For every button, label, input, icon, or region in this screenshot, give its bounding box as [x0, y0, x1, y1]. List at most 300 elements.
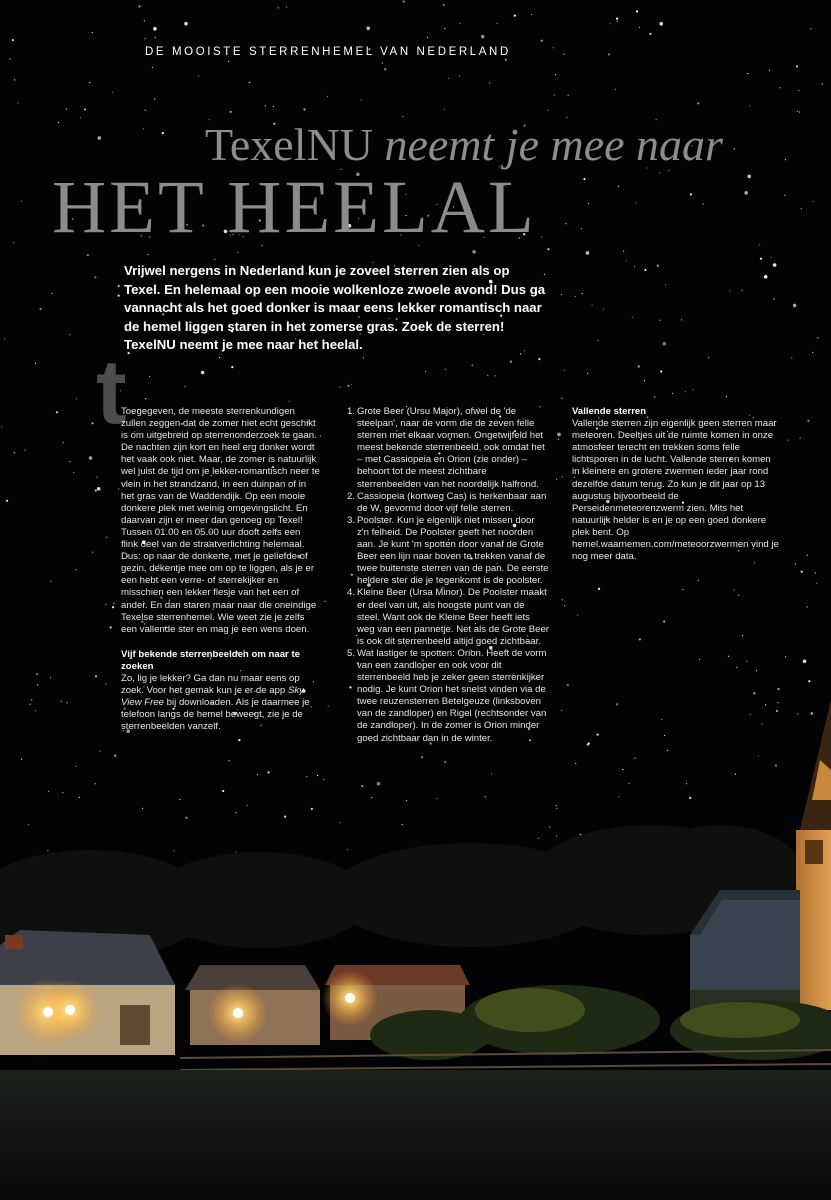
star	[98, 488, 99, 489]
star	[325, 601, 326, 602]
title-italic: neemt je mee naar	[384, 119, 723, 170]
star	[1, 426, 2, 427]
star	[436, 798, 437, 799]
star	[608, 53, 610, 55]
star	[807, 606, 808, 607]
star	[753, 692, 755, 694]
star	[773, 263, 777, 267]
star	[744, 191, 748, 195]
star	[36, 673, 38, 675]
star	[538, 358, 540, 360]
star	[21, 759, 22, 760]
star	[10, 58, 11, 59]
star	[780, 87, 781, 88]
star	[514, 15, 516, 17]
star	[105, 604, 106, 605]
star	[541, 236, 542, 237]
star	[491, 773, 492, 774]
star	[639, 27, 640, 28]
star	[37, 684, 38, 685]
star	[615, 89, 616, 90]
star	[425, 371, 426, 372]
star	[742, 635, 743, 636]
star	[758, 755, 759, 756]
star	[616, 703, 618, 705]
star	[257, 774, 258, 775]
star	[303, 108, 305, 110]
star	[664, 735, 665, 736]
star	[489, 82, 490, 83]
star	[693, 389, 694, 390]
list-item: 1. Grote Beer (Ursu Major), ofwel de 'de steelpan', naar de vorm die de zeven felle sterren met elkaar vormen. Ongetwijfeld het meest bekende sterrenbeeld, ook omdat het – met Cassiopeia en Orion (zie onder) – behoort tot de meest zichtbare sterrenbeelden van het noordelijk halfrond.	[347, 406, 545, 490]
star	[581, 228, 582, 229]
star	[382, 62, 383, 63]
star	[796, 65, 798, 67]
star	[588, 743, 590, 745]
grass-field	[0, 1070, 831, 1200]
page-title: HET HEELAL	[52, 166, 537, 249]
star	[817, 337, 818, 338]
star	[306, 776, 307, 777]
star	[62, 792, 63, 793]
star	[598, 588, 600, 590]
star	[173, 850, 174, 851]
star	[247, 805, 248, 806]
star	[567, 684, 569, 686]
star	[80, 117, 81, 118]
star	[764, 275, 768, 279]
star	[618, 186, 619, 187]
star	[793, 304, 797, 308]
star	[649, 33, 651, 35]
star	[784, 195, 785, 196]
star	[228, 61, 229, 62]
star	[91, 422, 93, 424]
star	[617, 21, 618, 22]
star	[114, 755, 116, 757]
star	[773, 298, 774, 299]
star	[289, 401, 290, 402]
star	[222, 790, 224, 792]
star	[61, 701, 62, 702]
star	[577, 615, 578, 616]
list-item: 5. Wat lastiger te spotten: Orion. Heeft de vorm van een zandloper en ook voor dit sterrenbeeld heb je zeker geen sterrenkijker nodig. Je kunt Orion het snelst vinden via de twee reuzensterren Betelgeuze (linksboven van de zandloper) en Rigel (rechtsonder van de zandloper). In de zomer is Orion minder goed zichtbaar dan in de winter.	[347, 647, 547, 744]
star	[50, 581, 51, 582]
star	[219, 357, 220, 358]
star	[99, 751, 100, 752]
star	[154, 98, 155, 99]
star	[94, 276, 96, 278]
star	[84, 108, 86, 110]
star	[162, 132, 164, 134]
list-item: 2. Cassiopeia (kortweg Cas) is herkenbaar aan de W, gevormd door vijf felle sterren.	[347, 490, 547, 514]
star	[749, 105, 750, 106]
star	[95, 783, 96, 784]
star	[690, 193, 692, 195]
star	[697, 102, 699, 104]
star	[481, 35, 485, 39]
star	[56, 411, 58, 413]
star	[50, 677, 51, 678]
star	[644, 269, 646, 271]
star	[659, 172, 660, 173]
star	[742, 290, 743, 291]
star	[634, 758, 635, 759]
star	[402, 824, 403, 825]
star	[110, 626, 112, 628]
star	[153, 27, 157, 31]
star	[734, 589, 735, 590]
star	[778, 688, 780, 690]
star	[231, 366, 233, 368]
star	[561, 294, 562, 295]
star	[73, 472, 74, 473]
star	[785, 656, 786, 657]
star	[815, 573, 816, 574]
star	[699, 659, 700, 660]
star	[229, 760, 230, 761]
star	[179, 799, 180, 800]
star	[685, 391, 686, 392]
star	[149, 376, 150, 377]
star	[657, 265, 659, 267]
star	[556, 835, 557, 836]
star	[735, 774, 736, 775]
star	[810, 28, 811, 29]
star	[586, 251, 590, 255]
constellations-subheading: Vijf bekende sterrenbeelden om naar te zoeken	[121, 648, 300, 672]
star	[626, 260, 627, 261]
star	[361, 785, 363, 787]
star	[667, 750, 668, 751]
star	[339, 822, 340, 823]
article-column-2	[347, 406, 549, 745]
star	[736, 667, 737, 668]
star	[797, 111, 798, 112]
star	[799, 111, 800, 112]
star	[659, 22, 663, 26]
star	[47, 850, 48, 851]
star	[582, 293, 583, 294]
star	[791, 357, 792, 358]
star	[118, 295, 120, 297]
star	[795, 563, 796, 564]
intro-paragraph: Toegegeven, de meeste sterrenkundigen zullen zeggen dat de zomer niet echt geschikt is om uitgebreid op sterrenonderzoek te gaan. De nachten zijn kort en heel erg donker wordt het vaak ook niet. Maar, de zomer is natuurlijk wel juist de tijd om je lekker romantisch neer te vlein in het strandzand, in een duinpan of in het gras van de Waddendijk. Op een mooie donkere plek met weinig omgevingslicht. En daarvan zijn er meer dan genoeg op Texel! Tussen 01.00 en 05.00 uur dooft zelfs een flink deel van de straatverlichting helemaal. Dus: op naar de donkerte, met je geliefde of gezin, dekentje mee om op te liggen, als je er een hebt een verre- of sterrekijker en misschien een lekker flesje van het een of ander. En dan staren maar naar die oneindige Texelse sterrenhemel. Wie weet zie je zelfs een vallende ster en mag je een wens doen.	[121, 406, 320, 635]
star	[708, 357, 709, 358]
star	[67, 702, 68, 703]
star	[703, 204, 704, 205]
star	[556, 479, 557, 480]
star	[459, 75, 460, 76]
star	[634, 266, 635, 267]
star	[327, 96, 328, 97]
star	[654, 397, 655, 398]
star	[750, 714, 751, 715]
star	[564, 605, 565, 606]
star	[145, 398, 146, 399]
star	[95, 675, 97, 677]
star	[112, 606, 114, 608]
star	[278, 7, 279, 8]
star	[538, 838, 539, 839]
star	[549, 826, 550, 827]
app-name: Sky View Free	[121, 685, 304, 709]
star	[323, 779, 324, 780]
star	[638, 365, 640, 367]
star	[689, 797, 691, 799]
star	[96, 477, 97, 478]
star	[575, 296, 576, 297]
star	[760, 258, 762, 260]
star	[58, 122, 59, 123]
star	[807, 555, 808, 556]
star	[92, 32, 93, 33]
star	[587, 373, 588, 374]
star	[311, 808, 313, 810]
star	[214, 259, 215, 260]
star	[76, 398, 77, 399]
star	[69, 334, 70, 335]
star	[775, 764, 777, 766]
star	[443, 4, 445, 6]
star	[565, 223, 566, 224]
star	[531, 14, 532, 15]
star	[663, 620, 665, 622]
star	[561, 710, 562, 711]
star	[801, 571, 803, 573]
star	[765, 704, 766, 705]
star	[366, 26, 370, 30]
star	[568, 95, 569, 96]
star	[822, 83, 823, 84]
star	[147, 254, 148, 255]
star	[95, 489, 97, 491]
star	[184, 386, 185, 387]
star	[63, 442, 64, 443]
star	[541, 40, 543, 42]
star	[665, 284, 666, 285]
star	[17, 102, 18, 103]
star	[564, 54, 565, 55]
star	[776, 710, 778, 712]
star	[562, 476, 563, 477]
star	[644, 380, 645, 381]
star	[444, 109, 445, 110]
star	[138, 5, 140, 7]
app-paragraph: Zo, lig je lekker? Ga dan nu maar eens op zoek. Voor het gemak kun je er de app Sky View Free bij downloaden. Als je daarmee je telefoon langs de hemel beweegt, zie je de sterrenbeelden vanzelf.	[121, 672, 310, 733]
star	[812, 201, 813, 202]
star	[4, 338, 5, 339]
star	[472, 365, 473, 366]
star	[800, 438, 801, 439]
star	[98, 136, 102, 140]
star	[237, 252, 238, 253]
star	[384, 68, 386, 70]
star	[548, 110, 549, 111]
star	[142, 808, 143, 809]
star	[746, 661, 747, 662]
star	[682, 589, 683, 590]
star	[105, 683, 106, 684]
article-column-3	[572, 406, 780, 563]
star	[87, 254, 89, 256]
star	[361, 99, 362, 100]
star	[728, 656, 729, 657]
star	[556, 808, 557, 809]
star	[618, 796, 619, 797]
star	[547, 248, 549, 250]
star	[89, 456, 93, 460]
star	[286, 7, 287, 8]
star	[807, 420, 809, 422]
star	[686, 783, 687, 784]
star	[377, 782, 381, 786]
star	[14, 79, 15, 80]
star	[632, 317, 633, 318]
star	[351, 384, 352, 385]
star	[769, 70, 770, 71]
star	[812, 352, 813, 353]
star	[248, 82, 249, 83]
list-item: 3. Poolster. Kun je eigenlijk niet missen door z'n felheid. De Poolster geeft het noorden aan. Je kunt 'm spotten door vanaf de Grote Beer een lijn naar boven te trekken vanaf de twee buitenste sterren van de pan. De eerste heldere ster die je tegenkomt is de poolster.	[347, 514, 549, 587]
star	[787, 440, 788, 441]
star	[554, 95, 555, 96]
star	[113, 603, 114, 604]
star	[14, 452, 15, 453]
star	[444, 28, 445, 29]
star	[40, 308, 42, 310]
star	[35, 710, 36, 711]
star	[616, 18, 618, 20]
star	[155, 37, 156, 38]
star	[403, 0, 405, 2]
star	[672, 393, 673, 394]
star	[803, 660, 807, 664]
star	[75, 569, 76, 570]
star	[556, 805, 557, 806]
star	[347, 849, 348, 850]
star	[729, 291, 730, 292]
star	[738, 595, 739, 596]
star	[75, 766, 76, 767]
star	[347, 385, 349, 387]
star	[406, 800, 407, 801]
title-brand: TexelNU	[205, 119, 385, 170]
star	[320, 435, 321, 436]
star	[597, 340, 598, 341]
star	[51, 293, 52, 294]
lead-paragraph: Vrijwel nergens in Nederland kun je zoveel sterren zien als op Texel. En helemaal op een mooie wolkenloze zwoele avond! Dus ga vannacht als het goed donker is maar eens lekker romantisch naar de hemel liggen staren in het zomerse gras. Zoek de sterren! TexelNU neemt je mee naar het heelal.	[124, 263, 546, 353]
star	[816, 583, 817, 584]
star	[610, 23, 611, 24]
star	[798, 90, 799, 91]
star	[747, 175, 751, 179]
star	[771, 257, 772, 258]
title-line-1	[205, 118, 723, 171]
star	[427, 37, 428, 38]
star	[106, 537, 107, 538]
star	[592, 305, 593, 306]
star	[505, 59, 507, 61]
star	[339, 387, 340, 388]
star	[635, 202, 636, 203]
star	[35, 363, 36, 364]
star	[28, 824, 29, 825]
star	[485, 796, 486, 797]
star	[659, 320, 660, 321]
star	[66, 109, 67, 110]
drop-cap: t	[96, 341, 127, 443]
star	[636, 10, 638, 12]
star	[756, 670, 757, 671]
star	[808, 680, 810, 682]
star	[12, 39, 14, 41]
star	[198, 75, 199, 76]
star	[555, 74, 556, 75]
star	[639, 638, 641, 640]
list-item: 4. Kleine Beer (Ursa Minor). De Poolster maakt er deel van uit, als hoogste punt van de steel. Want ook de Kleine Beer heeft iets weg van een pannetje. Net als de Grote Beer is ook dit sterrenbeeld altijd goed zichtbaar.	[347, 587, 549, 647]
star	[663, 342, 667, 346]
star	[152, 67, 153, 68]
star	[557, 433, 561, 437]
star	[31, 699, 32, 700]
star	[510, 361, 512, 363]
star	[777, 702, 778, 703]
star	[92, 552, 93, 553]
star	[445, 369, 446, 370]
star	[421, 756, 423, 758]
star	[24, 450, 25, 451]
star	[236, 812, 237, 813]
star	[785, 159, 786, 160]
star	[495, 375, 496, 376]
star	[144, 20, 145, 21]
star	[603, 308, 604, 309]
star	[328, 706, 329, 707]
constellation-list	[347, 406, 549, 745]
star	[444, 761, 446, 763]
star	[759, 244, 760, 245]
star	[284, 816, 286, 818]
star	[6, 500, 8, 502]
star	[235, 851, 236, 852]
star	[448, 78, 449, 79]
star	[564, 370, 565, 371]
star	[273, 106, 274, 107]
star	[13, 242, 14, 243]
star	[681, 319, 682, 320]
star	[811, 712, 813, 714]
star	[79, 797, 80, 798]
star	[747, 73, 748, 74]
star	[317, 775, 318, 776]
star	[558, 439, 559, 440]
star	[89, 82, 90, 83]
star	[660, 370, 662, 372]
star	[726, 396, 727, 397]
star	[118, 285, 120, 287]
star	[265, 105, 266, 106]
star	[801, 208, 802, 209]
star	[734, 148, 735, 149]
star	[69, 461, 70, 462]
star	[797, 713, 798, 714]
star	[268, 771, 270, 773]
article-column-1	[121, 406, 320, 733]
star	[48, 791, 49, 792]
star	[112, 92, 113, 93]
star	[628, 783, 629, 784]
